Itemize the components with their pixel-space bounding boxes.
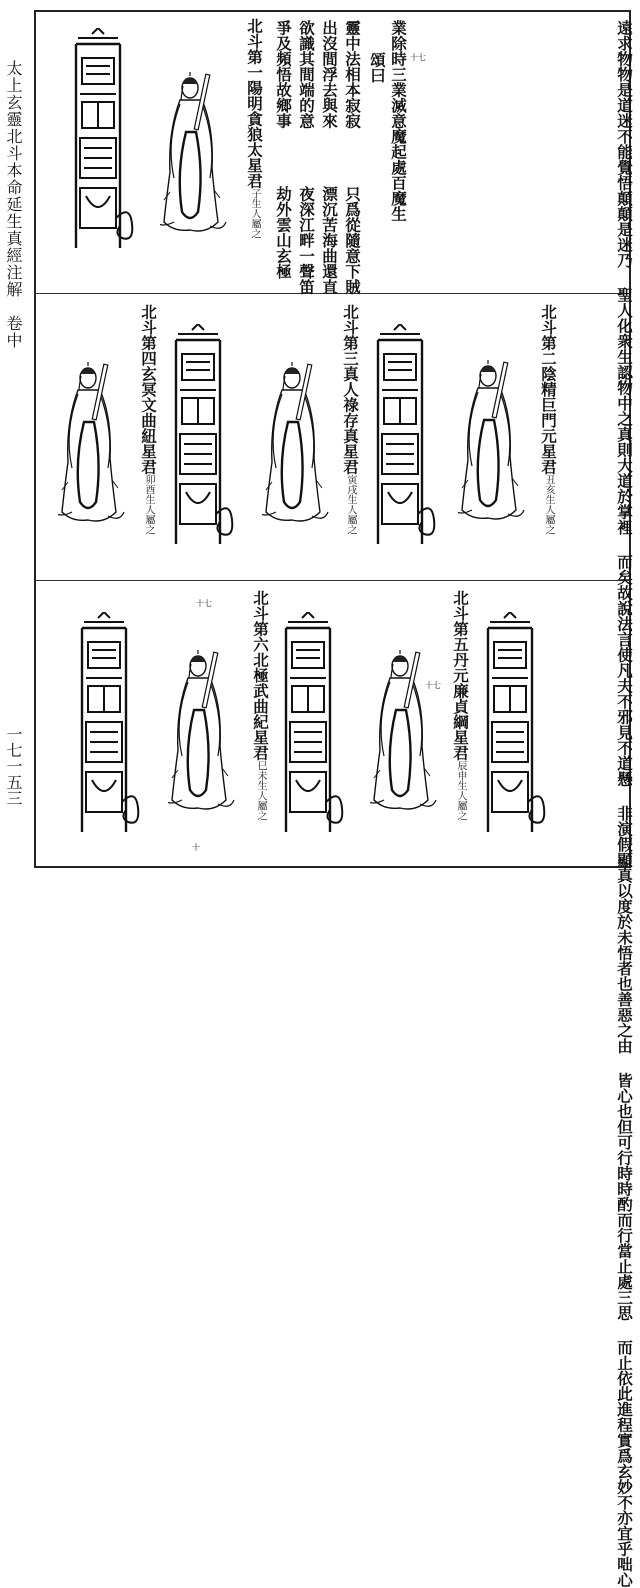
talisman-seal [280,612,360,842]
deity-figure [458,360,528,530]
verse-line: 出沒間浮去與來 [320,20,339,129]
star-title: 北斗第四玄冥文曲紐星君卯酉生人屬之 [139,304,158,535]
verse-label: 頌曰 [368,52,387,83]
verse-line: 漂沉苦海曲還直 [320,186,339,295]
text-line: 皆心也但可行時時酌而行當止處三思 [615,1072,634,1321]
star-birth-note: 子生人屬之 [249,188,260,239]
text-line: 遠求物物是道迷不能覺悟顛顛是迷乃 [615,20,634,268]
verse-line: 欲識其間端的意 [297,20,316,129]
talisman-seal [170,324,250,554]
verse-line: 劫外雲山玄極 [274,186,293,279]
verse-line: 爭及頻悟故鄉事 [274,20,293,129]
star-title: 北斗第二陰精巨門元星君丑亥生人屬之 [539,304,558,535]
star-birth-note: 巳未生人屬之 [255,760,266,821]
text-line: 而止依此進程實爲玄妙不亦宜乎咄心 [615,1339,634,1588]
margin-mark: 十七 [196,599,212,608]
margin-mark: 十七 [410,53,426,62]
deity-figure [58,362,128,532]
text-line: 聖人化衆生認物中之真則大道於掌裡 [615,287,634,535]
star-birth-note: 丑亥生人屬之 [543,474,554,535]
margin-mark: 十七 [425,681,441,690]
talisman-seal [76,612,156,842]
star-birth-note: 卯酉生人屬之 [143,474,154,535]
deity-figure [168,650,238,820]
star-title: 北斗第五丹元廉貞綱星君辰申生人屬之 [451,590,470,821]
margin-mark: 十 [192,843,200,852]
talisman-seal [70,28,150,258]
talisman-seal [372,324,452,554]
margin-book-title: 太上玄靈北斗本命延生真經注解 卷中 [4,60,23,349]
star-birth-note: 辰申生人屬之 [455,760,466,821]
text-line: 而矣故說法言使凡夫不邪見不道懸 [615,554,634,787]
section-divider [34,580,631,581]
deity-figure [370,650,440,820]
star-title: 北斗第六北極武曲紀星君巳未生人屬之 [251,590,270,821]
star-title: 北斗第三真人祿存真星君寅戌生人屬之 [341,304,360,535]
star-title: 北斗第一陽明貪狼太星君子生人屬之 [245,18,264,239]
text-line: 非演假顯真以度於未悟者也善惡之由 [615,805,634,1054]
margin-page-number: 一七一五三 [4,726,23,806]
deity-figure [262,362,332,532]
verse-line: 靈中法相本寂寂 [343,20,362,129]
star-birth-note: 寅戌生人屬之 [345,474,356,535]
verse-line: 只爲從隨意下賊 [343,186,362,295]
deity-figure [160,72,230,242]
verse-line: 夜深江畔一聲笛 [297,186,316,295]
text-line: 業除時三業滅意魔起處百魔生 [389,20,408,222]
talisman-seal [482,612,562,842]
